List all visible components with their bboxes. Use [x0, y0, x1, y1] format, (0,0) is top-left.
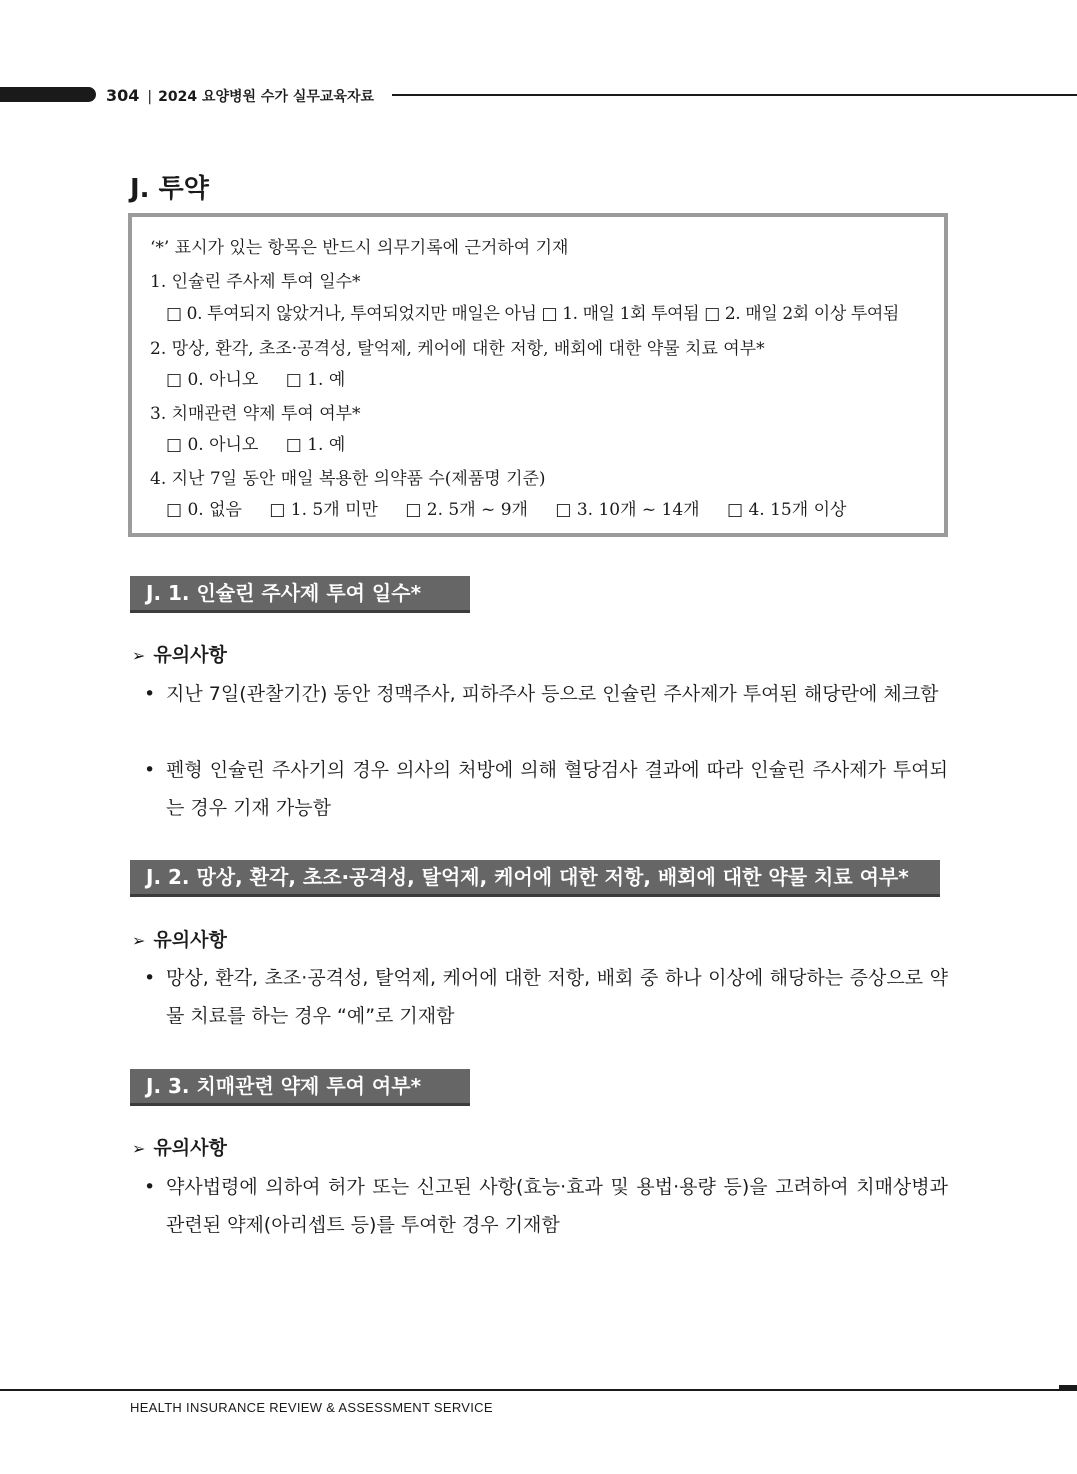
- note-bullet-j1-1: • 지난 7일(관찰기간) 동안 정맥주사, 피하주사 등으로 인슐린 주사제가 투여된 해당란에 체크함: [166, 675, 948, 713]
- arrow-icon: ➢: [132, 1139, 146, 1158]
- q1-option-2[interactable]: □ 2. 매일 2회 이상 투여됨: [704, 304, 899, 324]
- q1-option-0[interactable]: □ 0. 투여되지 않았거나, 투여되었지만 매일은 아님: [166, 304, 537, 324]
- question-2-label: 2. 망상, 환각, 초조·공격성, 탈억제, 케어에 대한 저항, 배회에 대한 약물 치료 여부*: [150, 339, 765, 359]
- notes-title: 유의사항: [153, 1137, 227, 1159]
- q3-option-1[interactable]: □ 1. 예: [285, 435, 346, 455]
- footer-organization: HEALTH INSURANCE REVIEW & ASSESSMENT SERVICE: [130, 1400, 493, 1415]
- document-title: 2024 요양병원 수가 실무교육자료: [158, 89, 374, 105]
- q2-option-0[interactable]: □ 0. 아니오: [166, 370, 259, 390]
- q3-option-0[interactable]: □ 0. 아니오: [166, 435, 259, 455]
- question-1-options: [166, 299, 899, 324]
- q4-option-0[interactable]: □ 0. 없음: [166, 500, 242, 520]
- q4-option-1[interactable]: □ 1. 5개 미만: [269, 500, 378, 520]
- question-3-label: 3. 치매관련 약제 투여 여부*: [150, 404, 361, 424]
- header-rule: [392, 94, 1077, 96]
- q4-option-4[interactable]: □ 4. 15개 이상: [727, 500, 847, 520]
- notes-title: 유의사항: [153, 644, 227, 666]
- question-2-options: [166, 365, 345, 390]
- notes-heading-j1: [132, 640, 227, 667]
- notes-title: 유의사항: [153, 929, 227, 951]
- arrow-icon: ➢: [132, 931, 146, 950]
- notes-heading-j3: [132, 1133, 227, 1160]
- question-1-label: 1. 인슐린 주사제 투여 일수*: [150, 272, 361, 292]
- header-separator: |: [147, 89, 153, 105]
- note-bullet-j1-2: • 펜형 인슐린 주사기의 경우 의사의 처방에 의해 혈당검사 결과에 따라 인슐린 주사제가 투여되는 경우 기재 가능함: [166, 751, 948, 827]
- record-note: ‘*’ 표시가 있는 항목은 반드시 의무기록에 근거하여 기재: [150, 238, 569, 258]
- header-bar-decoration: [0, 87, 96, 102]
- question-3-options: [166, 430, 345, 455]
- subsection-heading-j2: J. 2. 망상, 환각, 초조·공격성, 탈억제, 케어에 대한 저항, 배회에 대한 약물 치료 여부*: [130, 860, 940, 897]
- footer-rule: [0, 1389, 1077, 1391]
- question-4-label: 4. 지난 7일 동안 매일 복용한 의약품 수(제품명 기준): [150, 469, 546, 489]
- running-header: [106, 86, 374, 106]
- subsection-heading-j3: J. 3. 치매관련 약제 투여 여부*: [130, 1069, 470, 1106]
- subsection-heading-j1: J. 1. 인슐린 주사제 투여 일수*: [130, 576, 470, 613]
- note-bullet-j3-1: • 약사법령에 의하여 허가 또는 신고된 사항(효능·효과 및 용법·용량 등)을 고려하여 치매상병과 관련된 약제(아리셉트 등)를 투여한 경우 기재함: [166, 1168, 948, 1244]
- section-title: J. 투약: [130, 174, 209, 204]
- assessment-item-box: [128, 213, 948, 537]
- notes-heading-j2: [132, 925, 227, 952]
- question-4-options: [166, 495, 846, 520]
- q4-option-3[interactable]: □ 3. 10개 ~ 14개: [555, 500, 700, 520]
- q4-option-2[interactable]: □ 2. 5개 ~ 9개: [405, 500, 528, 520]
- note-bullet-j2-1: • 망상, 환각, 초조·공격성, 탈억제, 케어에 대한 저항, 배회 중 하나 이상에 해당하는 증상으로 약물 치료를 하는 경우 “예”로 기재함: [166, 959, 948, 1035]
- q1-option-1[interactable]: □ 1. 매일 1회 투여됨: [541, 304, 700, 324]
- arrow-icon: ➢: [132, 646, 146, 665]
- page-number: 304: [106, 86, 140, 105]
- q2-option-1[interactable]: □ 1. 예: [285, 370, 346, 390]
